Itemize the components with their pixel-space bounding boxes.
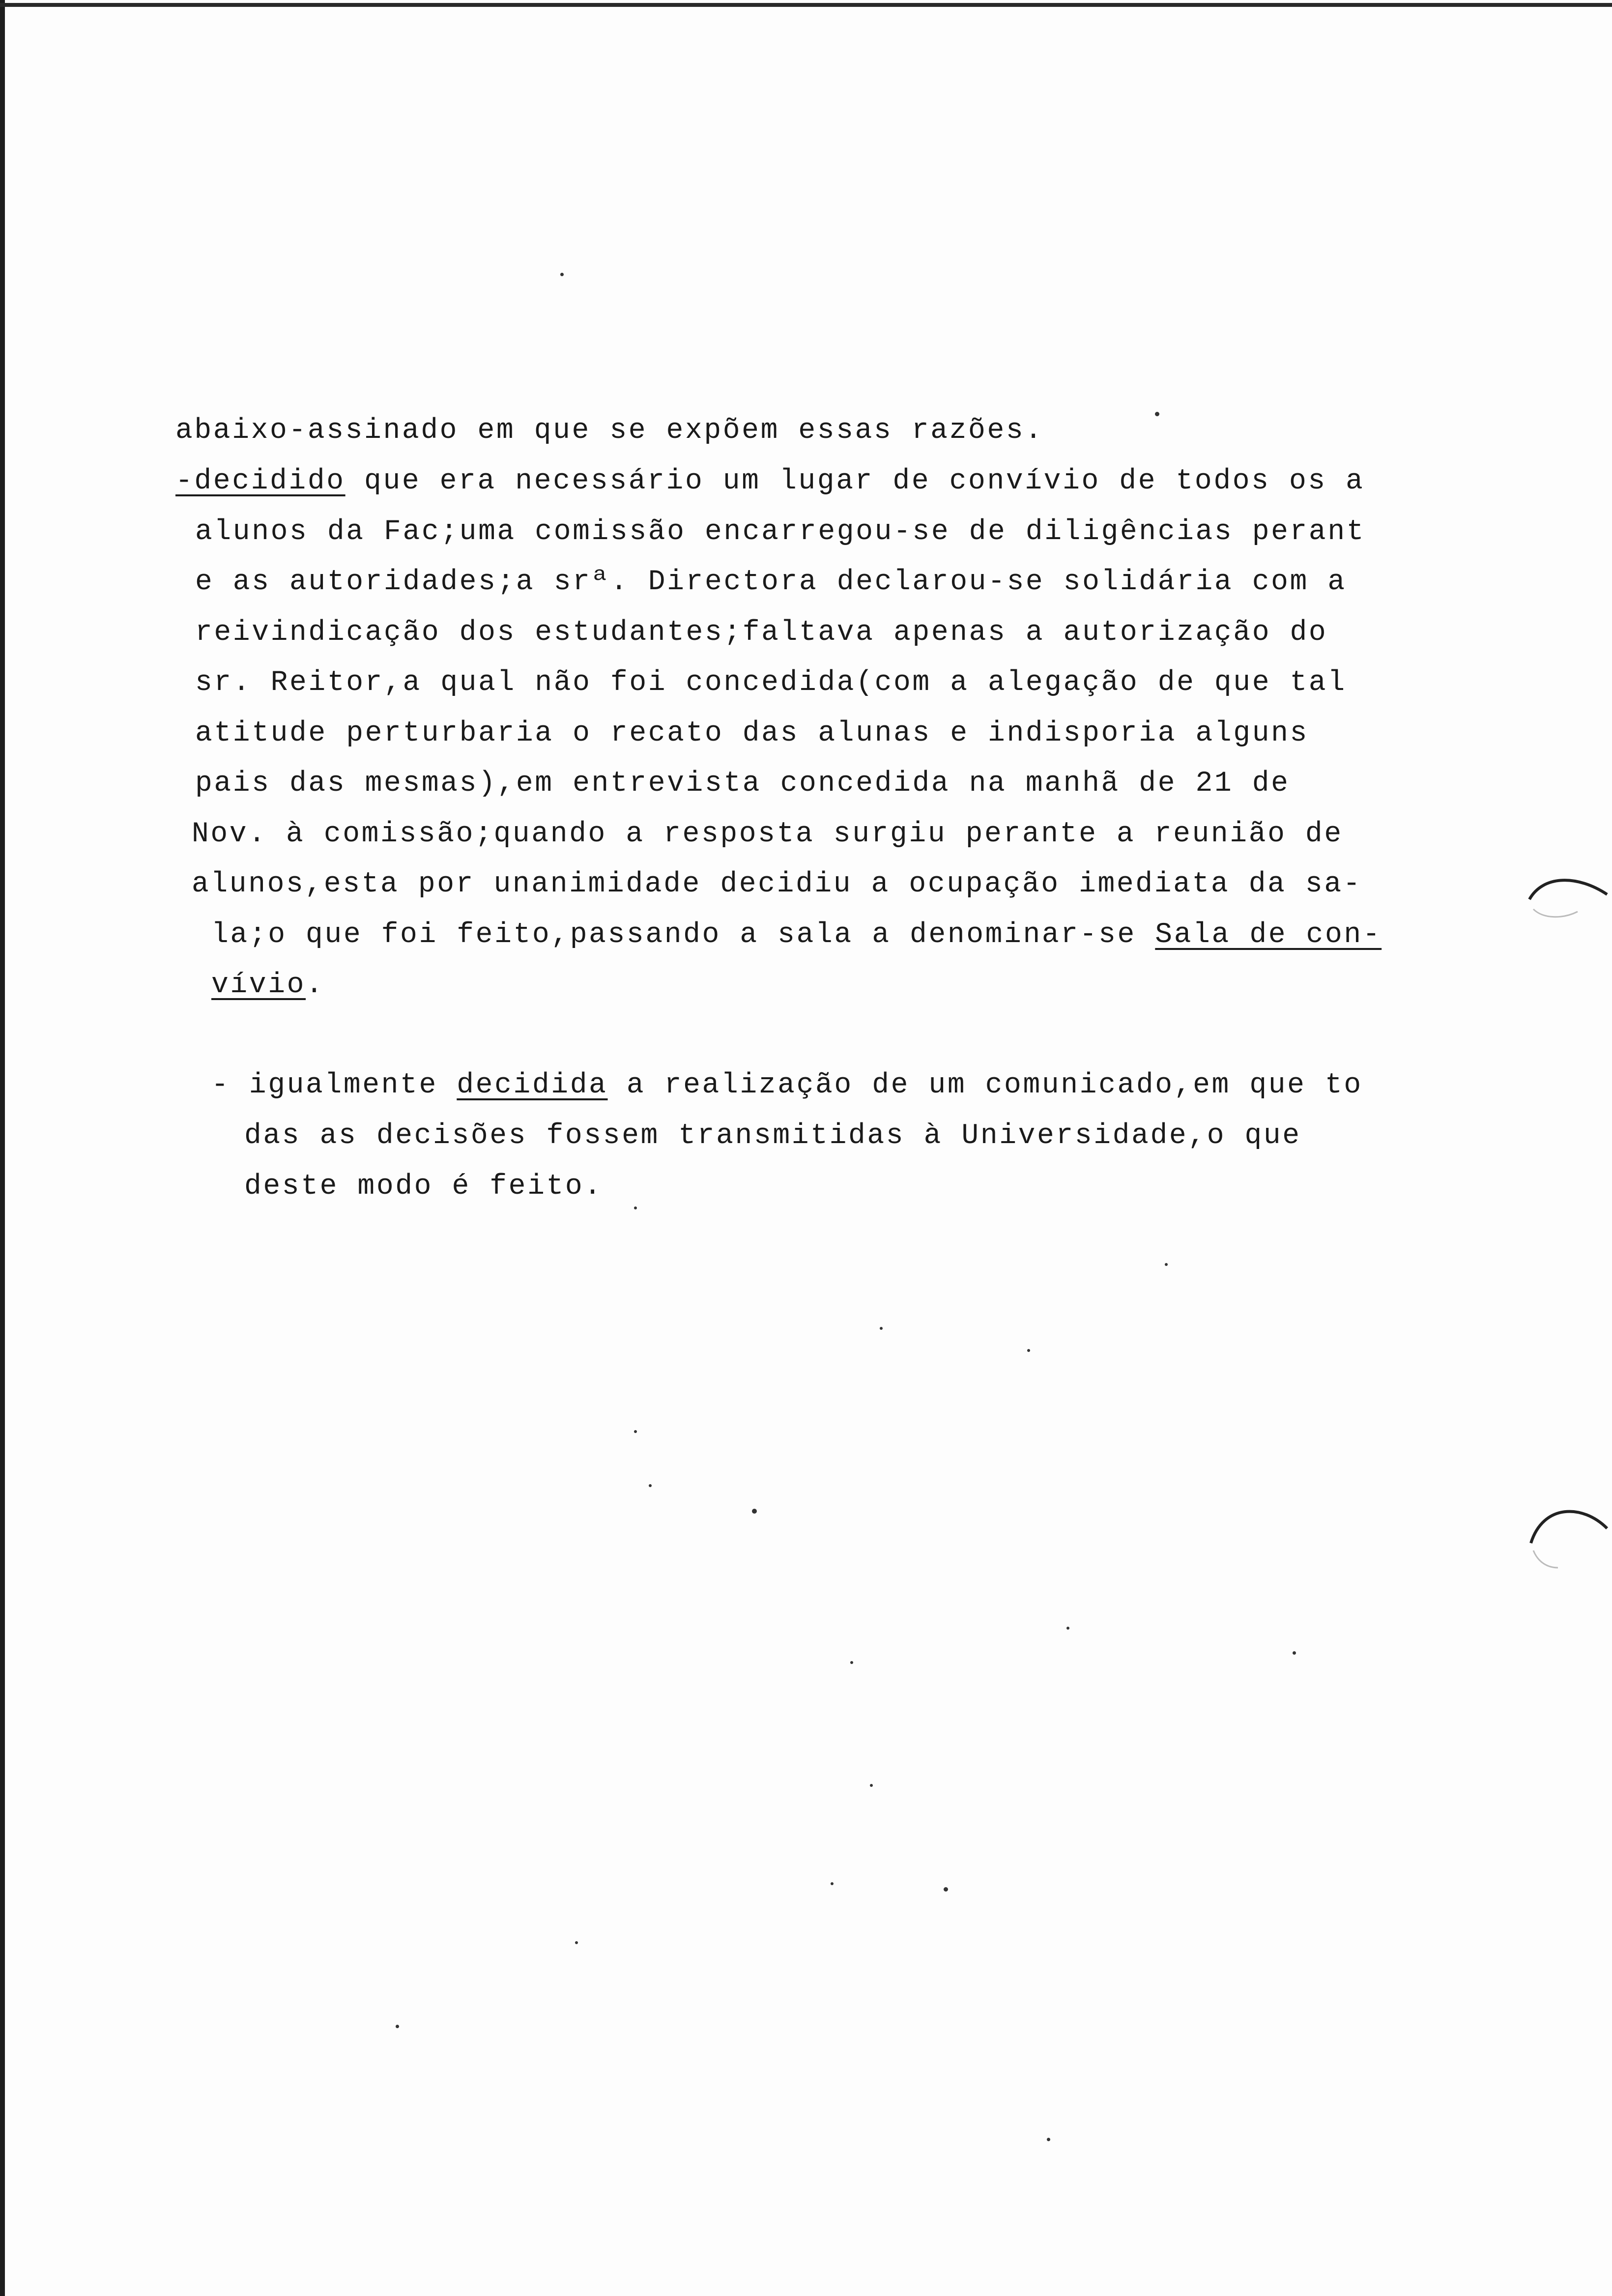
text-line	[211, 968, 324, 1003]
scan-speck	[1293, 1651, 1296, 1655]
text-line: pais das mesmas),em entrevista concedida na manhã de 21 de	[195, 768, 1290, 800]
underlined-phrase-sala-de-convivio: Sala de con-	[1155, 919, 1382, 951]
text-line: abaixo-assinado em que se expõem essas razões.	[175, 415, 1044, 447]
scan-speck	[1165, 1263, 1168, 1266]
text-line: das as decisões fossem transmitidas à Universidade,o que	[244, 1120, 1301, 1152]
underlined-word-decidido: -decidido	[175, 465, 345, 497]
text-line	[211, 1068, 1363, 1103]
scan-speck	[560, 273, 564, 276]
scan-speck	[1047, 2138, 1050, 2141]
text-line: e as autoridades;a srª. Directora declarou-se solidária com a	[195, 566, 1347, 598]
scan-speck	[649, 1484, 652, 1487]
scan-speck	[634, 1206, 637, 1209]
text-line: Nov. à comissão;quando a resposta surgiu perante a reunião de	[192, 818, 1343, 850]
scan-speck	[752, 1509, 757, 1514]
text-line: reivindicação dos estudantes;faltava apenas a autorização do	[195, 617, 1328, 649]
text-line	[211, 918, 1382, 952]
text-line: atitude perturbaria o recato das alunas e indisporia alguns	[195, 718, 1309, 749]
scan-speck	[850, 1661, 853, 1664]
text-line: sr. Reitor,a qual não foi concedida(com a alegação de que tal	[195, 667, 1347, 699]
scan-speck	[396, 2025, 399, 2028]
scan-top-edge	[0, 3, 1612, 7]
text-line: alunos,esta por unanimidade decidiu a ocupação imediata da sa-	[192, 868, 1362, 900]
punch-hole-mark	[1524, 865, 1612, 934]
text-fragment: a realização de um comunicado,em que to	[607, 1069, 1363, 1101]
scan-speck	[634, 1430, 637, 1433]
text-fragment: .	[306, 969, 325, 1001]
scan-speck	[575, 1941, 578, 1944]
scan-speck	[1027, 1349, 1030, 1352]
scan-speck	[831, 1882, 834, 1885]
scan-left-border	[0, 0, 5, 2296]
text-line: deste modo é feito.	[244, 1171, 603, 1203]
text-fragment: que era necessário um lugar de convívio de todos os a	[345, 465, 1365, 497]
text-fragment: - igualmente	[211, 1069, 457, 1101]
text-fragment: la;o que foi feito,passando a sala a denominar-se	[211, 919, 1155, 951]
scan-speck	[1155, 412, 1159, 416]
scan-speck	[880, 1327, 883, 1330]
text-line: alunos da Fac;uma comissão encarregou-se de diligências perant	[195, 516, 1366, 548]
underlined-word-convivio: vívio	[211, 969, 306, 1001]
scan-speck	[1066, 1627, 1069, 1630]
scan-speck	[944, 1887, 948, 1892]
underlined-word-decidida: decidida	[457, 1069, 608, 1101]
scan-speck	[870, 1784, 873, 1787]
text-line	[175, 464, 1365, 499]
punch-hole-mark	[1524, 1494, 1612, 1573]
